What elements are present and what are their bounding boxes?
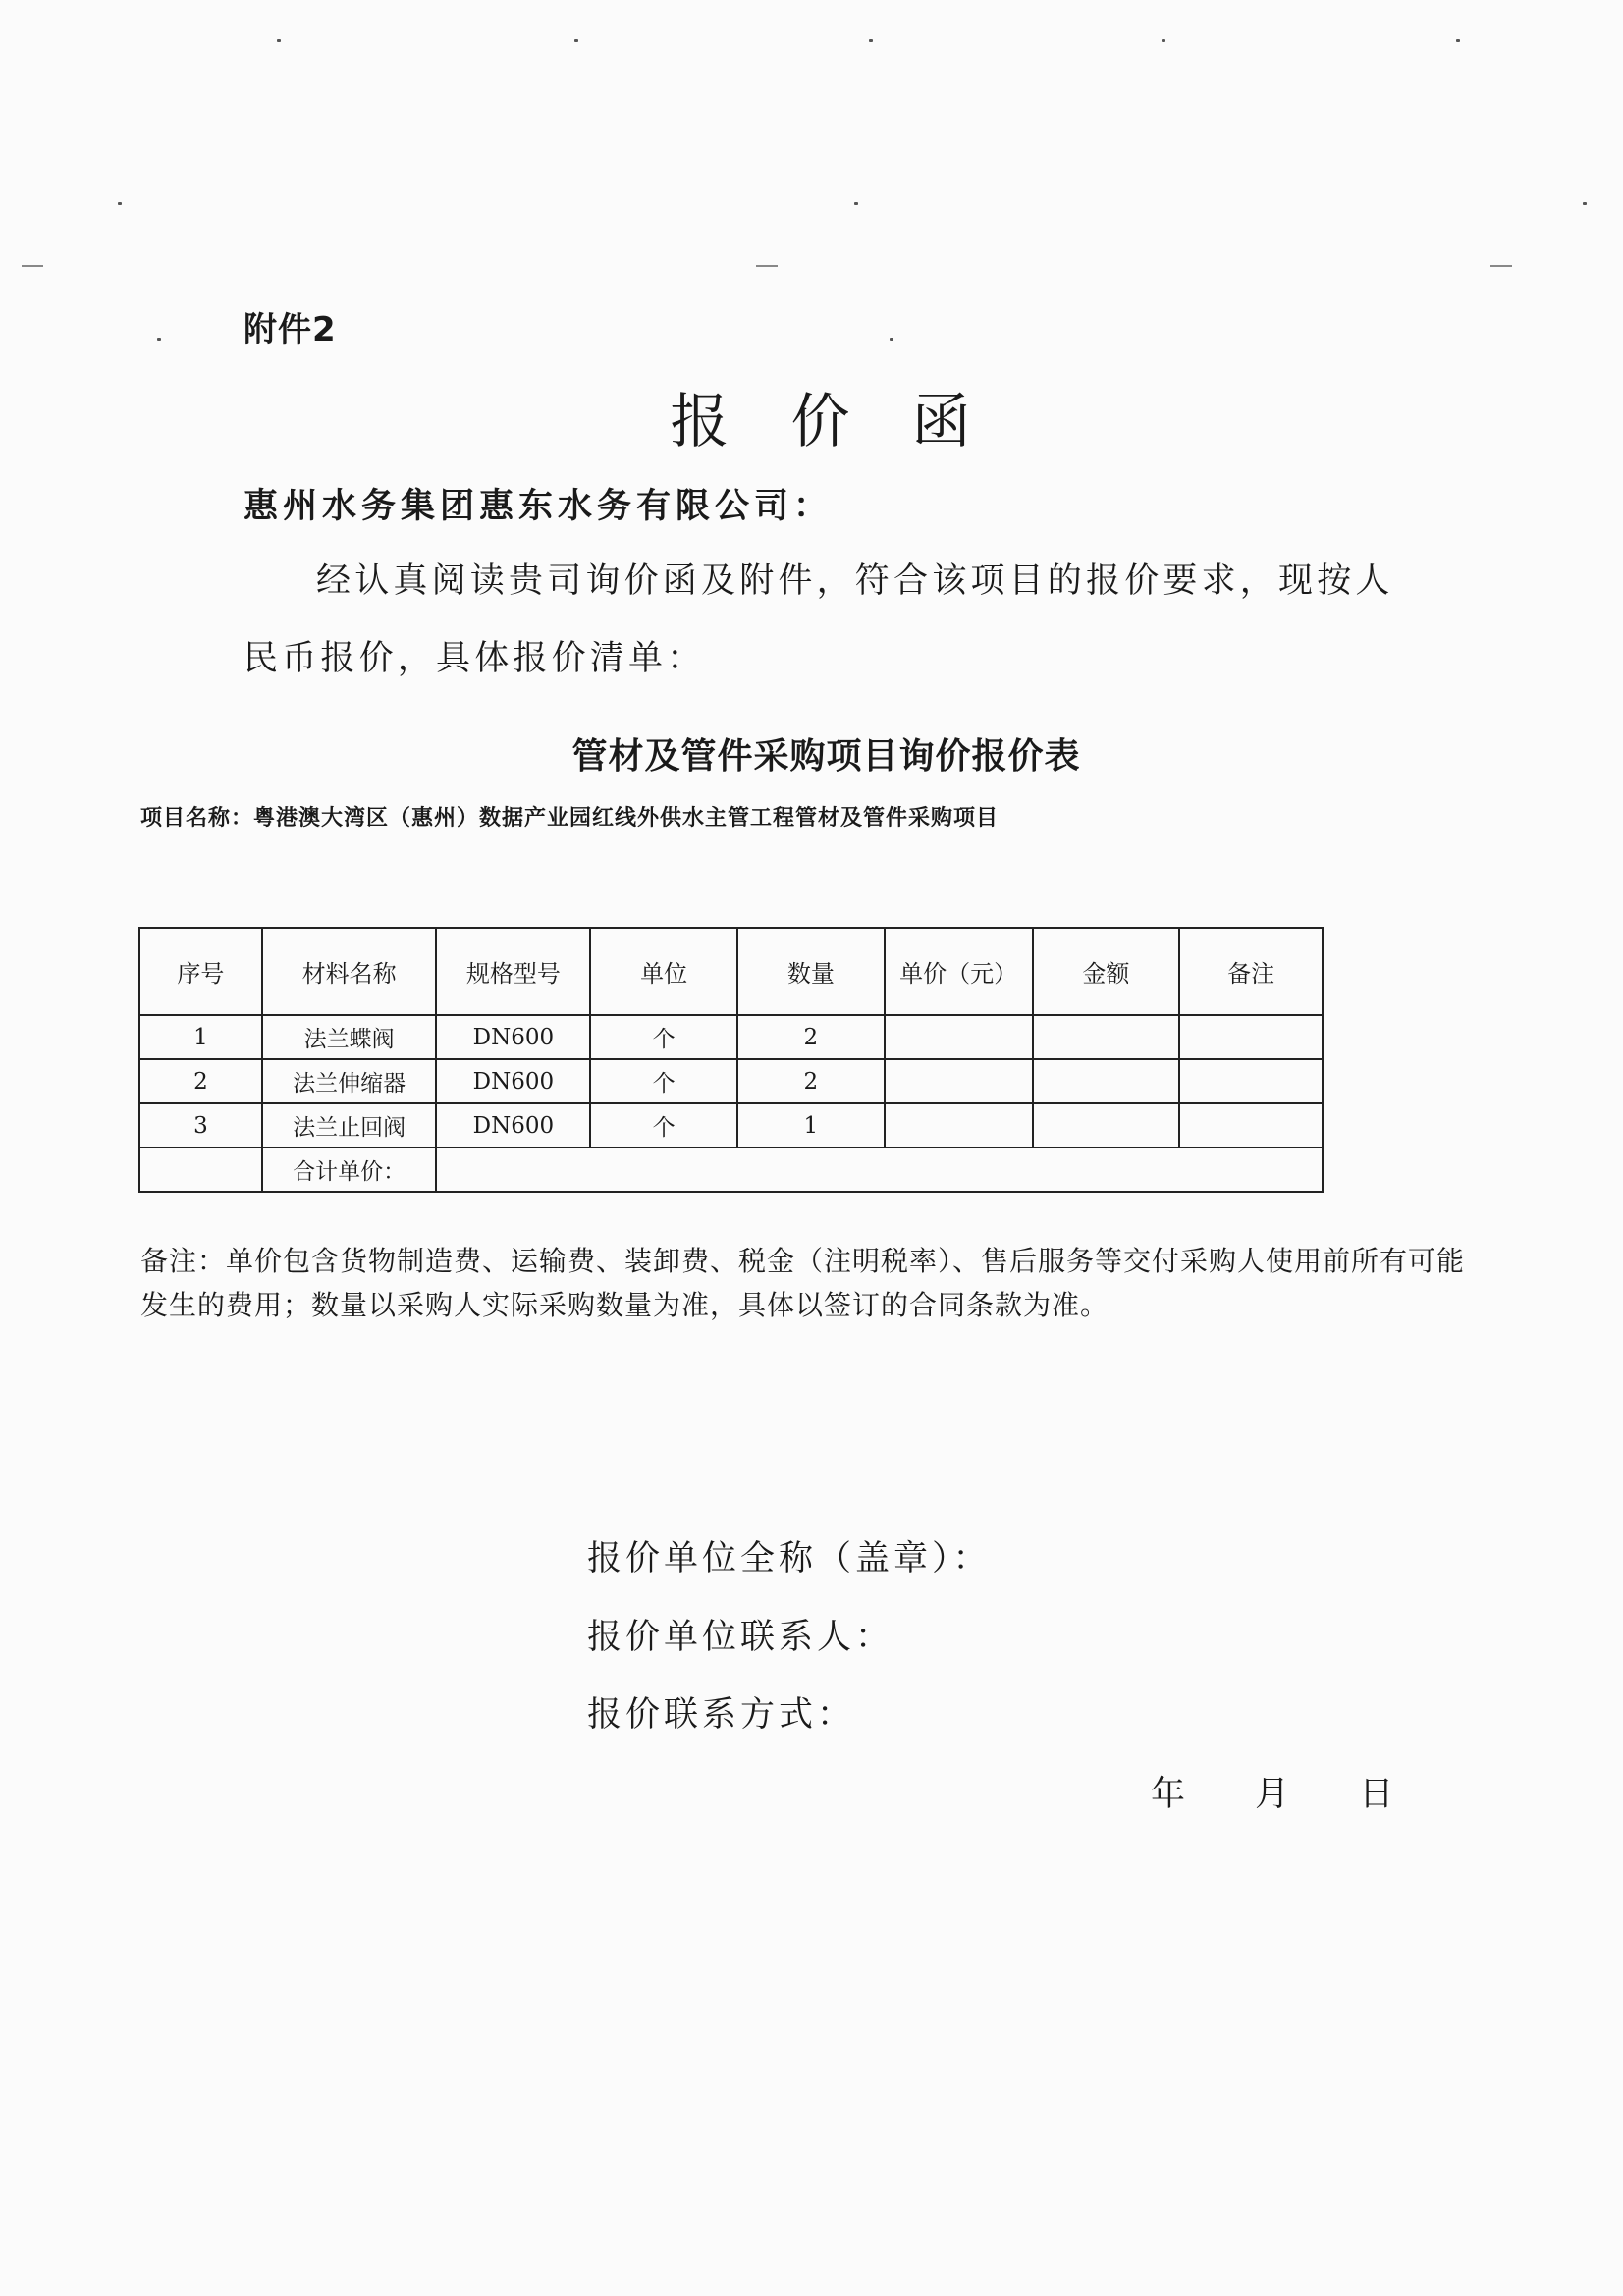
signature-contact-label: 报价单位联系人：	[587, 1618, 894, 1657]
column-header-unit-price: 单价（元）	[885, 928, 1033, 1015]
column-header-index: 序号	[139, 928, 262, 1015]
scan-speck	[118, 202, 122, 205]
date-line	[1151, 1767, 1393, 1816]
cell-unit: 个	[590, 1103, 737, 1148]
column-header-quantity: 数量	[737, 928, 885, 1015]
letter-body-line-2: 民币报价，具体报价清单：	[243, 639, 706, 678]
cell-remarks[interactable]	[1179, 1015, 1323, 1059]
cell-quantity: 2	[737, 1015, 885, 1059]
cell-material: 法兰止回阀	[262, 1103, 437, 1148]
scan-dash	[756, 265, 778, 267]
scan-speck	[854, 202, 858, 205]
cell-unit-price[interactable]	[885, 1103, 1033, 1148]
scan-speck	[277, 39, 281, 42]
addressee: 惠州水务集团惠东水务有限公司：	[243, 486, 834, 526]
cell-unit: 个	[590, 1015, 737, 1059]
cell-amount[interactable]	[1033, 1103, 1180, 1148]
scan-speck	[157, 338, 161, 341]
cell-unit: 个	[590, 1059, 737, 1103]
scan-speck	[1162, 39, 1165, 42]
total-row	[139, 1148, 1323, 1192]
quote-table	[138, 927, 1324, 1193]
signature-company-label: 报价单位全称（盖章）：	[587, 1539, 992, 1578]
scan-speck	[574, 39, 578, 42]
cell-index: 1	[139, 1015, 262, 1059]
scan-speck	[869, 39, 873, 42]
scan-speck	[1583, 202, 1587, 205]
cell-index: 2	[139, 1059, 262, 1103]
cell-amount[interactable]	[1033, 1059, 1180, 1103]
cell-remarks[interactable]	[1179, 1059, 1323, 1103]
cell-unit-price[interactable]	[885, 1015, 1033, 1059]
column-header-unit: 单位	[590, 928, 737, 1015]
table-row	[139, 1103, 1323, 1148]
scan-speck	[1456, 39, 1460, 42]
cell-quantity: 1	[737, 1103, 885, 1148]
cell-index: 3	[139, 1103, 262, 1148]
column-header-amount: 金额	[1033, 928, 1180, 1015]
scan-dash	[22, 265, 43, 267]
cell-spec: DN600	[436, 1059, 590, 1103]
total-label: 合计单价：	[262, 1148, 437, 1192]
cell-spec: DN600	[436, 1103, 590, 1148]
remarks-note: 备注：单价包含货物制造费、运输费、装卸费、税金（注明税率）、售后服务等交付采购人使用前所有可能发生的费用；数量以采购人实际采购数量为准，具体以签订的合同条款为准。	[140, 1245, 1466, 1321]
table-header-row	[139, 928, 1323, 1015]
total-row-blank	[139, 1148, 262, 1192]
quote-table-title: 管材及管件采购项目询价报价表	[571, 736, 1081, 776]
cell-quantity: 2	[737, 1059, 885, 1103]
letter-body-line-1: 经认真阅读贵司询价函及附件，符合该项目的报价要求，现按人	[316, 561, 1394, 601]
column-header-spec: 规格型号	[436, 928, 590, 1015]
column-header-material: 材料名称	[262, 928, 437, 1015]
signature-method-label: 报价联系方式：	[587, 1695, 856, 1735]
column-header-remarks: 备注	[1179, 928, 1323, 1015]
cell-amount[interactable]	[1033, 1015, 1180, 1059]
cell-material: 法兰伸缩器	[262, 1059, 437, 1103]
project-name: 项目名称：粤港澳大湾区（惠州）数据产业园红线外供水主管工程管材及管件采购项目	[140, 806, 1000, 830]
scan-speck	[890, 338, 893, 341]
attachment-label: 附件2	[243, 310, 337, 349]
date-month: 月	[1255, 1775, 1290, 1814]
cell-material: 法兰蝶阀	[262, 1015, 437, 1059]
cell-unit-price[interactable]	[885, 1059, 1033, 1103]
table-row	[139, 1059, 1323, 1103]
scan-dash	[1490, 265, 1512, 267]
cell-remarks[interactable]	[1179, 1103, 1323, 1148]
table-row	[139, 1015, 1323, 1059]
cell-spec: DN600	[436, 1015, 590, 1059]
date-year: 年	[1151, 1775, 1186, 1814]
total-value[interactable]	[436, 1148, 1323, 1192]
date-day: 日	[1359, 1775, 1394, 1814]
document-title: 报 价 函	[670, 388, 993, 456]
